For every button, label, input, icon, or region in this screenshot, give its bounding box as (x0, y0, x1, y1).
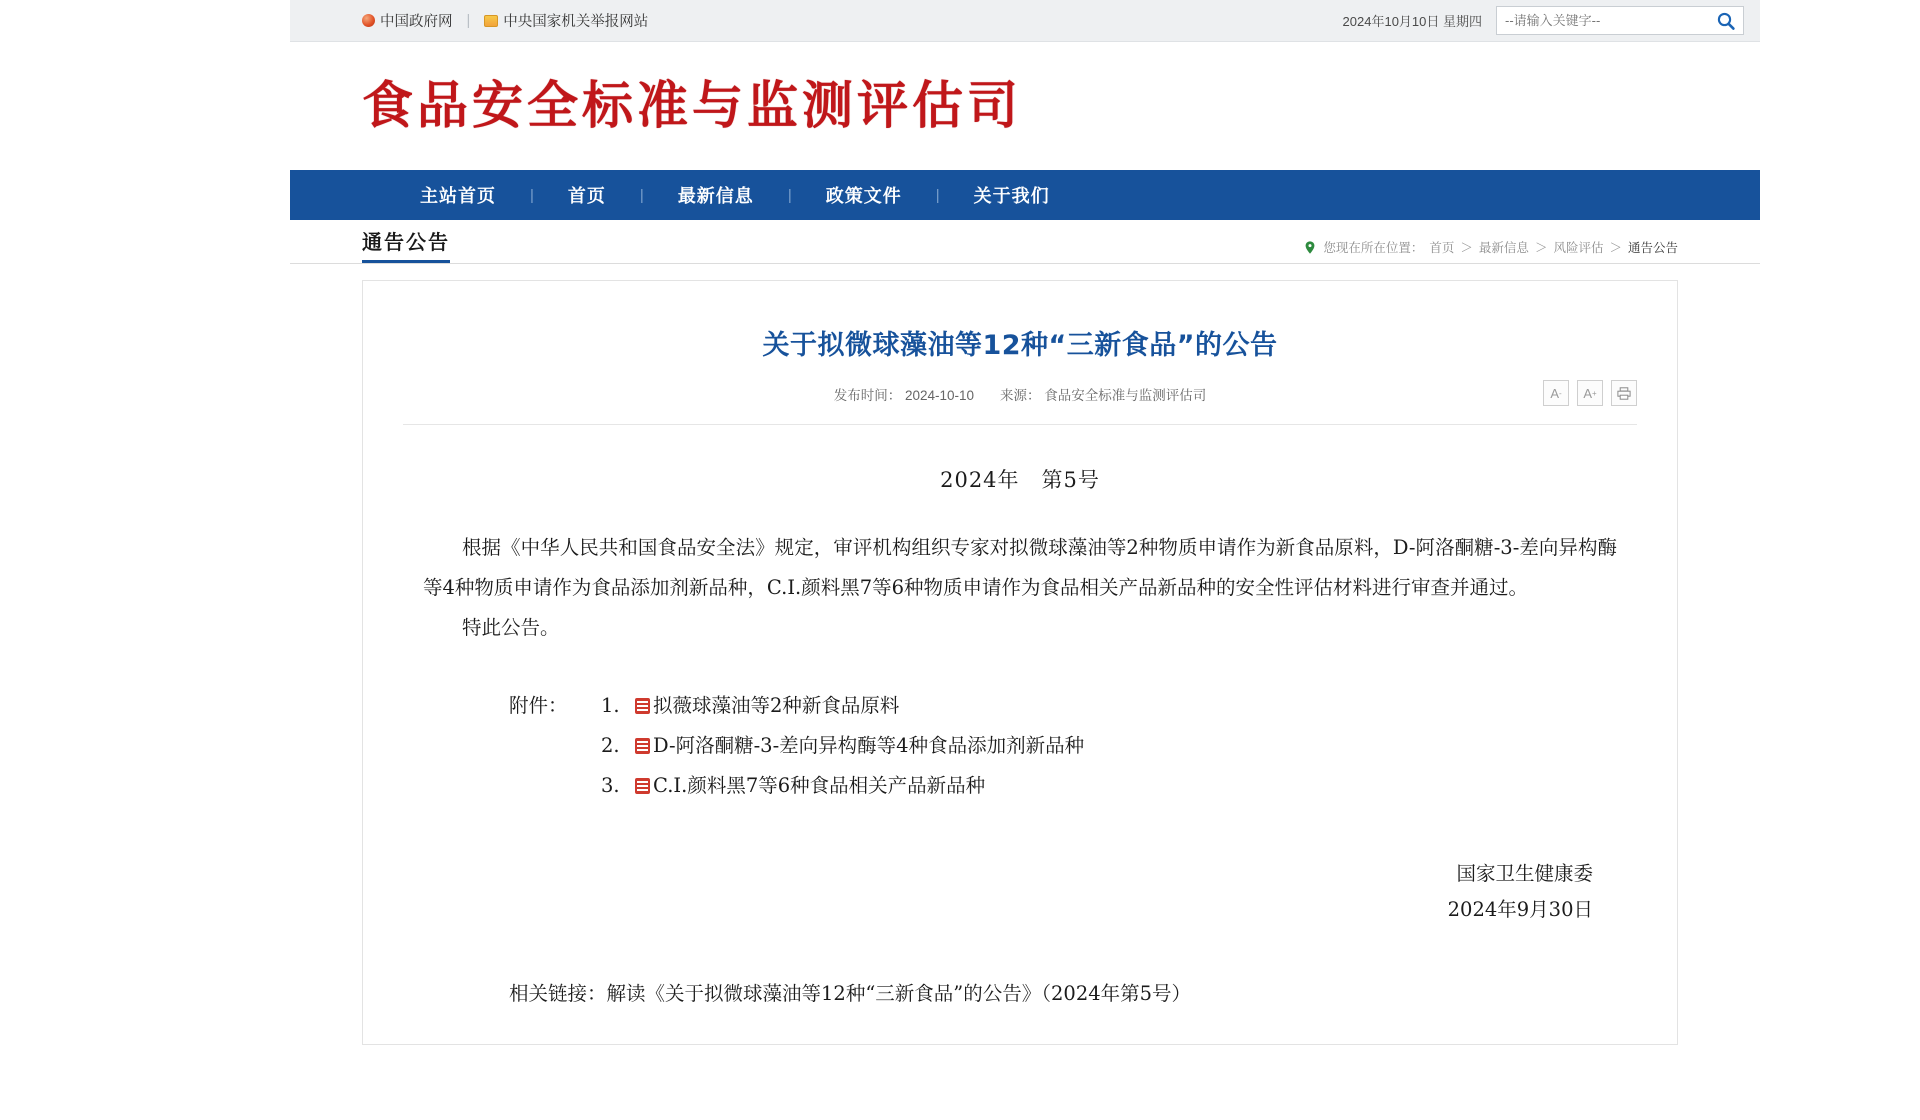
signature-org: 国家卫生健康委 (1456, 861, 1593, 885)
publish-time-value: 2024-10-10 (904, 388, 975, 403)
pdf-icon (635, 698, 650, 714)
article-source-label: 来源： (1000, 388, 1041, 403)
nav-separator: | (530, 186, 534, 204)
font-decrease-icon[interactable]: A - (1543, 380, 1569, 406)
top-bar-right (1343, 6, 1744, 35)
article-paragraph-1: 根据《中华人民共和国食品安全法》规定，审评机构组织专家对拟微球藻油等2种物质申请作为新食品原料，D-阿洛酮糖-3-差向异构酶等4种物质申请作为食品添加剂新品种，C.I.颜料黑7等6种物质申请作为食品相关产品新品种的安全性评估材料进行审查并通过。 (423, 536, 1617, 600)
attachment-label: 附件： (509, 693, 568, 717)
nav-item-home[interactable]: 首页 (567, 186, 606, 206)
signature-date: 2024年9月30日 (1447, 897, 1593, 921)
attachment-link-3[interactable]: C.I.颜料黑7等6种食品相关产品新品种 (653, 773, 986, 797)
related-links (423, 974, 1617, 1044)
breadcrumb (1305, 238, 1678, 263)
signature-block (423, 856, 1617, 928)
attachment-row (509, 686, 1617, 726)
nav-separator: | (639, 186, 644, 204)
nav-item-policy-docs[interactable]: 政策文件 (825, 186, 902, 206)
article-meta (403, 384, 1637, 404)
article-card (362, 280, 1678, 1045)
site-banner (290, 42, 1760, 170)
font-increase-icon[interactable]: A + (1577, 380, 1603, 406)
search-box[interactable] (1496, 6, 1744, 35)
attachment-number: 2. (601, 733, 620, 757)
site-title: 食品安全标准与监测评估司 (362, 76, 1023, 136)
nav-item-home-main[interactable]: 主站首页 (420, 186, 496, 206)
breadcrumb-arrow: ＞ (1460, 241, 1473, 255)
attachment-link-1[interactable]: 拟薇球藻油等2种新食品原料 (653, 693, 900, 717)
site-frame (290, 0, 1760, 1120)
report-flag-icon (484, 15, 498, 27)
pdf-icon (635, 778, 650, 794)
top-bar-links (362, 10, 648, 31)
page-left-margin (0, 0, 290, 1120)
breadcrumb-arrow: ＞ (1534, 241, 1548, 255)
location-pin-icon (1305, 241, 1315, 254)
link-report-site-label: 中央国家机关举报网站 (503, 14, 649, 30)
document-number: 2024年 第5号 (940, 468, 1100, 492)
top-bar (290, 0, 1760, 42)
nav-item-latest-info[interactable]: 最新信息 (677, 186, 754, 206)
breadcrumb-item-home[interactable]: 首页 (1429, 241, 1455, 255)
attachment-row (509, 766, 1617, 806)
page-title: 通告公告 (362, 226, 450, 263)
column-header (290, 220, 1760, 264)
search-icon[interactable] (1715, 10, 1737, 32)
nav-separator: | (935, 186, 940, 204)
related-link[interactable]: 解读《关于拟微球藻油等12种“三新食品”的公告》（2024年第5号） (606, 981, 1192, 1005)
pdf-icon (635, 738, 650, 754)
nav-separator: | (787, 186, 792, 204)
attachment-list (423, 686, 1617, 806)
main-nav (290, 170, 1760, 220)
attachment-row (509, 726, 1617, 766)
breadcrumb-item-risk-assessment[interactable]: 风险评估 (1553, 241, 1604, 255)
attachment-number: 1. (601, 693, 620, 717)
article-source-value: 食品安全标准与监测评估司 (1044, 388, 1207, 403)
page-right-margin (1760, 0, 1920, 1120)
meta-divider (403, 424, 1637, 425)
publish-time-label: 发布时间： (833, 388, 902, 403)
link-china-gov[interactable] (362, 10, 453, 31)
breadcrumb-item-current: 通告公告 (1627, 241, 1678, 255)
publish-time (834, 384, 974, 404)
print-icon[interactable] (1611, 380, 1637, 406)
breadcrumb-prefix: 您现在所在位置： (1323, 241, 1424, 255)
article-paragraph-2: 特此公告。 (462, 615, 560, 639)
current-date: 2024年10月10日 星期四 (1342, 14, 1482, 29)
breadcrumb-arrow: ＞ (1609, 241, 1622, 255)
breadcrumb-item-latest-info[interactable]: 最新信息 (1478, 241, 1529, 255)
search-input[interactable] (1497, 7, 1697, 34)
top-bar-separator: | (466, 12, 471, 29)
related-label: 相关链接： (509, 981, 607, 1005)
article-tools (1543, 380, 1637, 406)
article-body (403, 459, 1637, 1044)
attachment-number: 3. (601, 773, 620, 797)
link-china-gov-label: 中国政府网 (380, 14, 453, 30)
attachment-link-2[interactable]: D-阿洛酮糖-3-差向异构酶等4种食品添加剂新品种 (653, 733, 1085, 757)
article-source (1000, 384, 1206, 404)
nav-item-about-us[interactable]: 关于我们 (973, 186, 1050, 206)
gov-badge-icon (362, 14, 375, 27)
link-report-site[interactable] (484, 10, 648, 31)
article-title: 关于拟微球藻油等12种“三新食品”的公告 (762, 330, 1278, 361)
